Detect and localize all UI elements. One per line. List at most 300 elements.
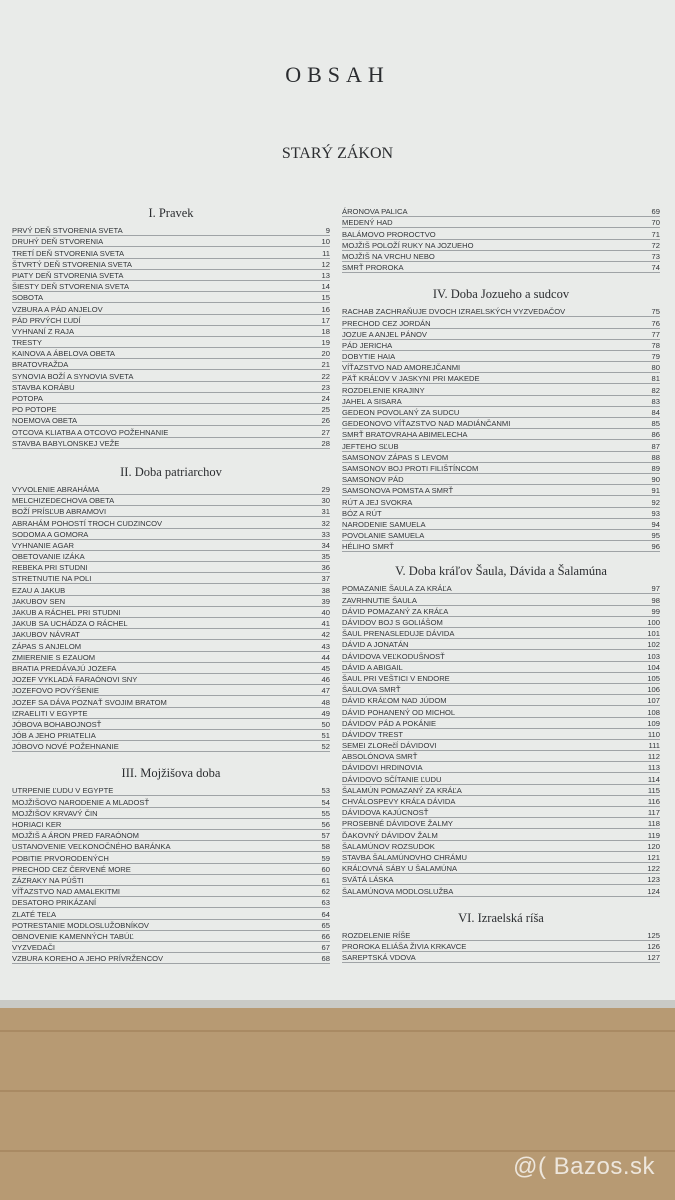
toc-entry-page: 90 — [651, 475, 660, 485]
toc-entry — [12, 484, 330, 495]
toc-entry — [342, 684, 660, 695]
toc-entry-page: 59 — [321, 853, 330, 863]
toc-entry-page: 32 — [321, 518, 330, 528]
toc-entry — [12, 292, 330, 303]
toc-entry-title: JOZEFOVO POVÝŠENIE — [12, 686, 99, 696]
toc-entry — [12, 337, 330, 348]
toc-entry-page: 114 — [647, 774, 660, 784]
toc-entry-page: 53 — [321, 786, 330, 796]
toc-entry-title: ÁRONOVA PALICA — [342, 207, 408, 217]
toc-entry-page: 98 — [651, 595, 660, 605]
toc-entry-title: BOŽÍ PRÍSĽUB ABRAMOVI — [12, 507, 107, 517]
toc-entry-list — [342, 306, 660, 552]
wood-grain — [0, 1090, 675, 1092]
toc-entry-page: 61 — [321, 875, 330, 885]
toc-entry-title: PÄŤ KRÁĽOV V JASKYNI PRI MAKEDE — [342, 374, 480, 384]
toc-entry — [12, 517, 330, 528]
toc-entry — [342, 594, 660, 605]
toc-entry-title: OBNOVENIE KAMENNÝCH TABÚĽ — [12, 931, 134, 941]
toc-entry — [342, 695, 660, 706]
toc-entry-page: 44 — [321, 652, 330, 662]
toc-entry-title: SAMSONOV BOJ PROTI FILIŠTÍNCOM — [342, 463, 479, 473]
page-title: OBSAH — [285, 62, 390, 87]
toc-entry-title: MELCHIZEDECHOVA OBETA — [12, 496, 115, 506]
toc-entry — [12, 281, 330, 292]
toc-entry-page: 58 — [321, 842, 330, 852]
toc-entry-page: 74 — [651, 263, 660, 273]
toc-entry-title: SAMSONOVA POMSTA A SMRŤ — [342, 486, 454, 496]
toc-entry-title: VYZVEDAČI — [12, 943, 56, 953]
toc-entry — [12, 696, 330, 707]
toc-entry — [12, 652, 330, 663]
toc-entry-page: 72 — [651, 240, 660, 250]
toc-entry-title: PRVÝ DEŇ STVORENIA SVETA — [12, 226, 123, 236]
toc-entry-page: 96 — [651, 542, 660, 552]
toc-entry-title: DÁVIDOV PÁD A POKÁNIE — [342, 718, 437, 728]
toc-entry — [12, 920, 330, 931]
toc-entry-page: 13 — [321, 270, 330, 280]
toc-entry-page: 107 — [647, 696, 660, 706]
toc-entry-title: MOJŽIŠOV KRVAVÝ ČIN — [12, 808, 98, 818]
toc-entry-page: 73 — [651, 251, 660, 261]
toc-entry — [342, 639, 660, 650]
toc-entry-page: 16 — [321, 304, 330, 314]
toc-entry-page: 108 — [647, 707, 660, 717]
toc-entry — [12, 852, 330, 863]
toc-entry-title: SVÄTÁ LÁSKA — [342, 875, 394, 885]
toc-entry-title: DÁVIDOVA KAJÚCNOSŤ — [342, 808, 429, 818]
toc-entry — [12, 596, 330, 607]
toc-entry-title: CHVÁLOSPEVY KRÁĽA DÁVIDA — [342, 797, 456, 806]
toc-entry-page: 124 — [647, 886, 660, 896]
toc-entry-title: POTOPA — [12, 394, 43, 403]
toc-entry-title: GEDEONOVO VÍŤAZSTVO NAD MADIÁNČANMI — [342, 419, 511, 429]
toc-entry-title: JÓB A JEHO PRIATELIA — [12, 731, 96, 741]
toc-entry — [12, 529, 330, 540]
toc-entry-page: 126 — [647, 941, 660, 951]
watermark: @( Bazos.sk — [513, 1153, 655, 1180]
toc-entry-title: DÁVID A ABIGAIL — [342, 662, 403, 672]
toc-entry-page: 19 — [321, 338, 330, 348]
toc-entry — [342, 452, 660, 463]
toc-entry — [12, 785, 330, 796]
toc-section — [342, 206, 660, 273]
toc-entry — [342, 519, 660, 530]
toc-entry — [12, 674, 330, 685]
toc-entry-list — [12, 484, 330, 753]
toc-entry — [12, 259, 330, 270]
toc-entry-page: 81 — [651, 374, 660, 384]
toc-entry — [342, 841, 660, 852]
toc-entry — [12, 618, 330, 629]
toc-entry — [342, 829, 660, 840]
toc-entry-page: 100 — [647, 618, 660, 627]
toc-entry-page: 15 — [321, 293, 330, 303]
toc-entry-title: SAMSONOV ZÁPAS S LEVOM — [342, 452, 449, 462]
toc-entry — [342, 941, 660, 952]
toc-entry-title: MOJŽIŠ POLOŽÍ RUKY NA JOZUEHO — [342, 240, 474, 250]
wood-grain — [0, 1150, 675, 1152]
toc-entry-title: VZBURA A PÁD ANJELOV — [12, 304, 103, 314]
toc-entry-page: 33 — [321, 529, 330, 539]
toc-entry-page: 91 — [651, 486, 660, 496]
toc-entry — [12, 897, 330, 908]
toc-entry-title: PROSEBNÉ DÁVIDOVE ŽALMY — [342, 819, 453, 829]
toc-entry-page: 39 — [321, 596, 330, 606]
toc-entry-title: ABRAHÁM POHOSTÍ TROCH CUDZINCOV — [12, 518, 163, 528]
toc-entry — [342, 818, 660, 829]
toc-entry-page: 60 — [321, 864, 330, 874]
toc-entry-title: JOZEF SA DÁVA POZNAŤ SVOJIM BRATOM — [12, 697, 167, 707]
toc-entry-page: 63 — [321, 898, 330, 908]
toc-entry — [342, 306, 660, 317]
toc-entry — [12, 382, 330, 393]
toc-entry — [12, 562, 330, 573]
toc-entry-title: USTANOVENIE VEĽKONOČNÉHO BARÁNKA — [12, 842, 171, 852]
toc-entry-title: MOJŽIŠ NA VRCHU NEBO — [342, 251, 435, 261]
toc-entry-title: DÁVID KRÁĽOM NAD JÚDOM — [342, 696, 447, 706]
toc-entry — [342, 429, 660, 440]
toc-entry-page: 115 — [647, 785, 660, 795]
toc-entry-title: ZÁPAS S ANJELOM — [12, 641, 82, 651]
toc-entry-list — [12, 225, 330, 449]
toc-entry-title: ĎAKOVNÝ DÁVIDOV ŽALM — [342, 830, 438, 840]
toc-entry-page: 25 — [321, 405, 330, 415]
toc-entry — [342, 508, 660, 519]
toc-entry-page: 38 — [321, 585, 330, 595]
toc-entry-title: POMAZANIE ŠAULA ZA KRÁĽA — [342, 584, 452, 594]
toc-entry — [12, 270, 330, 281]
toc-entry — [342, 474, 660, 485]
section-heading: II. Doba patriarchov — [120, 464, 222, 479]
toc-entry-title: STAVBA BABYLONSKEJ VEŽE — [12, 438, 120, 448]
toc-entry-page: 95 — [651, 531, 660, 541]
toc-section — [342, 911, 660, 964]
toc-entry-title: DESATORO PRIKÁZANÍ — [12, 898, 97, 908]
toc-entry-page: 12 — [321, 259, 330, 269]
toc-entry-page: 27 — [321, 427, 330, 437]
page-subtitle: STARÝ ZÁKON — [281, 145, 394, 162]
toc-entry — [12, 495, 330, 506]
toc-entry-title: RACHAB ZACHRAŇUJE DVOCH IZRAELSKÝCH VYZVEDAČOV — [342, 307, 566, 317]
toc-entry-title: MEDENÝ HAD — [342, 218, 393, 228]
toc-entry-title: ŠALAMÚNOV ROZSUDOK — [342, 841, 435, 851]
toc-entry — [342, 418, 660, 429]
toc-entry-title: BRATIA PREDÁVAJÚ JOZEFA — [12, 663, 117, 673]
toc-entry-title: ŠIESTY DEŇ STVORENIA SVETA — [12, 282, 130, 292]
toc-entry-title: JEFTEHO SĽUB — [342, 441, 399, 451]
toc-entry-title: SMRŤ BRATOVRAHA ABIMELECHA — [342, 430, 468, 440]
toc-entry — [342, 373, 660, 384]
toc-entry-title: ROZDELENIE RÍŠE — [342, 930, 411, 940]
toc-entry — [342, 440, 660, 451]
toc-entry-title: VÍŤAZSTVO NAD AMALEKITMI — [12, 887, 121, 897]
toc-section — [342, 564, 660, 896]
toc-entry-page: 65 — [321, 920, 330, 930]
toc-entry — [342, 650, 660, 661]
toc-entry-page: 71 — [651, 229, 660, 239]
toc-entry-page: 21 — [321, 360, 330, 370]
toc-entry — [12, 573, 330, 584]
toc-entry-title: SEMEI ZLORečÍ DÁVIDOVI — [342, 741, 437, 751]
toc-entry-title: SODOMA A GOMORA — [12, 529, 89, 539]
toc-entry-page: 23 — [321, 382, 330, 392]
toc-left-column — [12, 206, 330, 964]
toc-entry-page: 43 — [321, 641, 330, 651]
toc-entry — [12, 540, 330, 551]
toc-entry — [12, 348, 330, 359]
toc-entry-list — [342, 583, 660, 896]
toc-entry-title: DÁVID POHANENÝ OD MICHOL — [342, 707, 456, 717]
toc-entry-title: ŠALAMÚN POMAZANÝ ZA KRÁĽA — [342, 785, 462, 795]
toc-entry-page: 80 — [651, 363, 660, 373]
toc-entry-page: 112 — [647, 752, 660, 762]
toc-entry-page: 20 — [321, 349, 330, 359]
toc-entry-page: 104 — [647, 662, 660, 672]
toc-entry — [342, 485, 660, 496]
toc-entry-title: JÓBOVO NOVÉ POŽEHNANIE — [12, 742, 119, 752]
toc-entry-page: 67 — [321, 943, 330, 953]
toc-entry-title: TRETÍ DEŇ STVORENIA SVETA — [12, 248, 125, 258]
toc-entry — [12, 225, 330, 236]
toc-entry-page: 29 — [321, 484, 330, 494]
toc-entry — [12, 247, 330, 258]
toc-entry-title: JAKUBOV SEN — [12, 596, 66, 606]
toc-entry-title: PÁD PRVÝCH ĽUDÍ — [12, 315, 81, 325]
toc-entry — [342, 530, 660, 541]
section-heading: III. Mojžišova doba — [121, 766, 221, 781]
toc-entry-page: 66 — [321, 931, 330, 941]
toc-entry — [342, 863, 660, 874]
toc-entry — [342, 206, 660, 217]
section-heading: V. Doba kráľov Šaula, Dávida a Šalamúna — [395, 564, 607, 579]
toc-entry-title: DOBYTIE HAIA — [342, 352, 396, 362]
toc-entry — [12, 236, 330, 247]
toc-entry — [342, 583, 660, 594]
toc-entry — [342, 396, 660, 407]
toc-entry-title: DÁVIDOVI HRDINOVIA — [342, 763, 423, 773]
toc-section — [342, 287, 660, 552]
toc-entry-title: BALÁMOVO PROROCTVO — [342, 229, 436, 239]
toc-entry-title: JÓBOVA BOHABOJNOSŤ — [12, 719, 102, 729]
toc-entry-list — [12, 785, 330, 964]
toc-entry — [342, 617, 660, 628]
toc-entry-title: VÍŤAZSTVO NAD AMOREJČANMI — [342, 363, 461, 373]
toc-entry-title: VYVOLENIE ABRAHÁMA — [12, 484, 100, 494]
toc-entry-page: 17 — [321, 315, 330, 325]
toc-entry-page: 118 — [647, 819, 660, 829]
toc-entry — [12, 584, 330, 595]
toc-entry-page: 99 — [651, 606, 660, 616]
toc-entry — [342, 463, 660, 474]
toc-entry-title: DÁVIDOVA VEĽKODUŠNOSŤ — [342, 651, 445, 661]
toc-entry — [12, 864, 330, 875]
toc-entry — [12, 730, 330, 741]
toc-entry-page: 92 — [651, 497, 660, 507]
toc-entry-title: SYNOVIA BOŽÍ A SYNOVIA SVETA — [12, 371, 134, 381]
toc-entry — [12, 741, 330, 752]
toc-entry-page: 101 — [647, 629, 660, 639]
toc-entry-page: 102 — [647, 640, 660, 650]
toc-entry-page: 36 — [321, 563, 330, 573]
toc-entry-title: STRETNUTIE NA POLI — [12, 574, 92, 584]
toc-entry-page: 10 — [321, 237, 330, 247]
toc-entry-page: 86 — [651, 430, 660, 440]
toc-section — [12, 206, 330, 449]
toc-entry-page: 64 — [321, 909, 330, 919]
toc-entry-page: 35 — [321, 552, 330, 562]
toc-entry — [342, 930, 660, 941]
toc-entry — [342, 240, 660, 251]
toc-entry-title: UTRPENIE ĽUDU V EGYPTE — [12, 786, 114, 796]
toc-entry-title: ŠAUL PRENASLEDUJE DÁVIDA — [342, 629, 455, 639]
toc-entry-title: PRECHOD CEZ ČERVENÉ MORE — [12, 864, 131, 874]
toc-entry — [342, 606, 660, 617]
toc-entry-title: JOZEF VYKLADÁ FARAÓNOVI SNY — [12, 675, 138, 685]
toc-entry-title: IZRAELITI V EGYPTE — [12, 708, 88, 718]
toc-entry — [12, 640, 330, 651]
toc-entry — [12, 663, 330, 674]
toc-entry-title: DÁVID POMAZANÝ ZA KRÁĽA — [342, 606, 449, 616]
toc-section — [12, 465, 330, 753]
page-edge — [0, 1000, 675, 1008]
toc-entry — [12, 953, 330, 964]
section-heading: I. Pravek — [148, 206, 194, 220]
toc-entry — [342, 228, 660, 239]
toc-entry — [342, 785, 660, 796]
toc-entry — [342, 251, 660, 262]
toc-entry-page: 83 — [651, 396, 660, 406]
toc-entry-title: REBEKA PRI STUDNI — [12, 563, 88, 573]
toc-entry — [342, 706, 660, 717]
toc-entry-title: HORIACI KER — [12, 820, 62, 829]
toc-entry — [12, 708, 330, 719]
toc-entry-title: POTRESTANIE MODLOSLUŽOBNÍKOV — [12, 920, 149, 930]
toc-entry — [12, 438, 330, 449]
toc-entry-title: ZMIERENIE S EZAUOM — [12, 652, 96, 662]
toc-section — [12, 766, 330, 964]
toc-entry-title: SMRŤ PROROKA — [342, 263, 404, 273]
toc-entry-page: 105 — [647, 673, 660, 683]
toc-entry-page: 48 — [321, 697, 330, 707]
toc-entry-page: 87 — [651, 441, 660, 451]
toc-entry — [342, 541, 660, 552]
toc-entry-title: ABSOLÓNOVA SMRŤ — [342, 752, 418, 762]
toc-entry-title: JAHEL A SISARA — [342, 396, 402, 406]
toc-entry-title: PÁD JERICHA — [342, 340, 393, 350]
toc-entry-title: TRESTY — [12, 338, 42, 348]
toc-entry — [342, 407, 660, 418]
toc-entry-page: 75 — [651, 307, 660, 317]
toc-entry-title: PIATY DEŇ STVORENIA SVETA — [12, 270, 124, 280]
toc-entry-title: DÁVIDOVO SČÍTANIE ĽUDU — [342, 774, 442, 784]
toc-entry-page: 122 — [647, 864, 660, 874]
toc-entry — [342, 340, 660, 351]
toc-entry — [12, 359, 330, 370]
toc-entry-page: 109 — [647, 718, 660, 728]
toc-entry-page: 34 — [321, 540, 330, 550]
toc-entry-page: 37 — [321, 574, 330, 584]
toc-entry — [12, 506, 330, 517]
toc-entry-page: 50 — [321, 719, 330, 729]
toc-entry-title: ŠTVRTÝ DEŇ STVORENIA SVETA — [12, 259, 132, 269]
toc-entry-page: 18 — [321, 326, 330, 336]
toc-entry-page: 103 — [647, 651, 660, 661]
toc-entry — [12, 393, 330, 404]
toc-entry-title: PROROKA ELIÁŠA ŽIVIA KRKAVCE — [342, 941, 467, 951]
toc-entry — [12, 819, 330, 830]
toc-entry-title: VZBURA KOREHO A JEHO PRÍVRŽENCOV — [12, 954, 164, 964]
toc-right-column — [342, 206, 660, 963]
toc-entry-title: VYHNANÍ Z RAJA — [12, 326, 75, 336]
toc-entry-title: ŠAULOVA SMRŤ — [342, 685, 401, 695]
section-heading: VI. Izraelská ríša — [458, 910, 544, 925]
toc-entry-title: JOZUE A ANJEL PÁNOV — [342, 329, 427, 339]
toc-entry-title: POBITIE PRVORODENÝCH — [12, 853, 109, 863]
section-heading: IV. Doba Jozueho a sudcov — [432, 287, 570, 302]
toc-entry — [342, 362, 660, 373]
toc-entry-page: 70 — [651, 218, 660, 228]
toc-entry — [342, 807, 660, 818]
toc-entry-page: 46 — [321, 675, 330, 685]
toc-entry-list — [342, 930, 660, 964]
toc-entry — [342, 740, 660, 751]
toc-entry — [342, 351, 660, 362]
toc-entry — [342, 718, 660, 729]
toc-entry-page: 93 — [651, 508, 660, 518]
toc-entry-title: SAMSONOV PÁD — [342, 475, 404, 485]
toc-entry-page: 85 — [651, 419, 660, 429]
toc-entry — [342, 317, 660, 328]
toc-entry-page: 77 — [651, 329, 660, 339]
toc-entry-list — [342, 206, 660, 273]
toc-entry-title: DÁVIDOV BOJ S GOLIÁŠOM — [342, 618, 443, 627]
toc-entry-page: 52 — [321, 742, 330, 752]
toc-entry-page: 68 — [321, 954, 330, 964]
toc-entry-page: 117 — [647, 808, 660, 818]
toc-entry-title: ZLATÉ TEĽA — [12, 909, 57, 919]
toc-entry — [342, 885, 660, 896]
toc-entry-page: 76 — [651, 318, 660, 328]
toc-entry-title: MOJŽIŠ A ÁRON PRED FARAÓNOM — [12, 831, 140, 841]
toc-entry — [342, 852, 660, 863]
toc-entry-page: 69 — [651, 207, 660, 217]
toc-entry — [12, 315, 330, 326]
toc-entry — [342, 384, 660, 395]
toc-entry — [12, 426, 330, 437]
toc-entry-page: 94 — [651, 519, 660, 529]
toc-entry-page: 127 — [647, 953, 660, 963]
toc-entry — [12, 607, 330, 618]
toc-entry-title: BRATOVRAŽDA — [12, 360, 69, 370]
toc-entry-page: 49 — [321, 708, 330, 718]
toc-entry-page: 78 — [651, 340, 660, 350]
toc-entry-page: 84 — [651, 408, 660, 417]
toc-entry-title: PO POTOPE — [12, 405, 57, 415]
toc-entry-title: OTCOVA KLIATBA A OTCOVO POŽEHNANIE — [12, 427, 169, 437]
toc-entry — [342, 662, 660, 673]
toc-entry-title: ZÁZRAKY NA PÚŠTI — [12, 875, 84, 885]
toc-entry — [12, 326, 330, 337]
toc-entry-title: HÉLIHO SMRŤ — [342, 542, 394, 552]
toc-entry — [12, 370, 330, 381]
toc-entry — [342, 496, 660, 507]
toc-entry-page: 47 — [321, 686, 330, 696]
toc-entry-title: ŠAUL PRI VEŠTICI V ENDORE — [342, 673, 450, 683]
toc-entry-title: DÁVIDOV TREST — [342, 729, 404, 739]
toc-entry-page: 45 — [321, 663, 330, 673]
toc-entry — [342, 262, 660, 273]
